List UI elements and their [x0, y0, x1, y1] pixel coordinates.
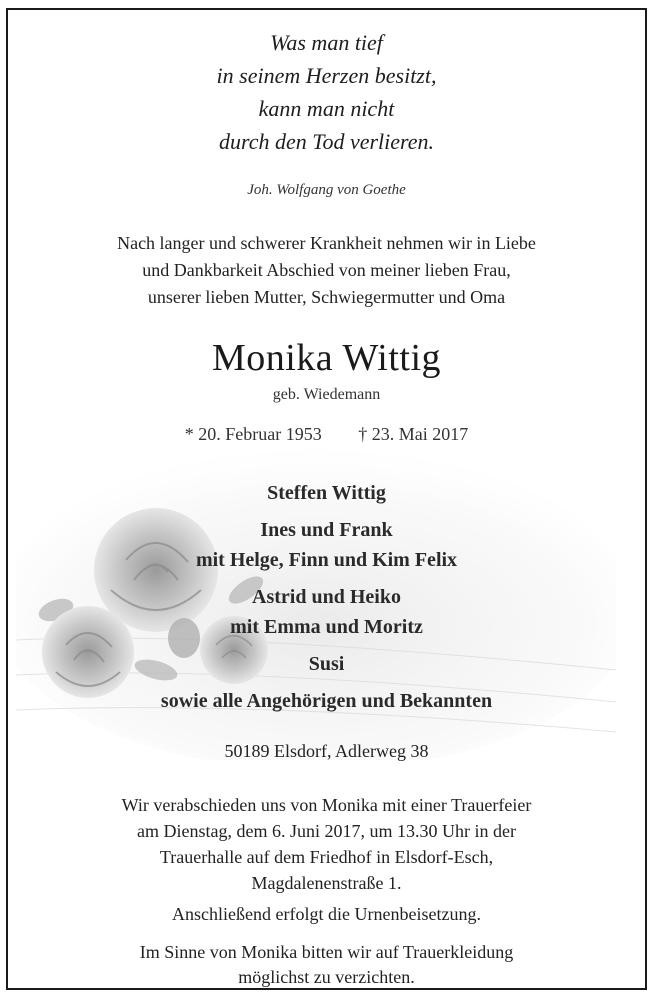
service-line: Trauerhalle auf dem Friedhof in Elsdorf-Esch, — [159, 847, 494, 867]
death-date: † 23. Mai 2017 — [358, 424, 469, 444]
service-line: am Dienstag, dem 6. Juni 2017, um 13.30 Uhr in der — [137, 821, 516, 841]
birth-date: * 20. Februar 1953 — [184, 424, 322, 444]
intro-line: und Dankbarkeit Abschied von meiner lieben Frau, — [142, 260, 511, 280]
intro-line: unserer lieben Mutter, Schwiegermutter und Oma — [147, 287, 506, 307]
urn-burial-note: Anschließend erfolgt die Urnenbeisetzung. — [172, 904, 481, 924]
mourner-line: Steffen Wittig — [267, 482, 386, 504]
mourner-line: Astrid und Heiko — [252, 586, 401, 608]
mourner-line: mit Helge, Finn und Kim Felix — [195, 549, 458, 571]
family-address: 50189 Elsdorf, Adlerweg 38 — [224, 741, 429, 761]
funeral-service-info — [8, 792, 645, 896]
intro-line: Nach langer und schwerer Krankheit nehmen wir in Liebe — [117, 233, 536, 253]
quote-line: durch den Tod verlieren. — [218, 129, 435, 154]
quote-author: Joh. Wolfgang von Goethe — [247, 182, 406, 198]
quote-line: in seinem Herzen besitzt, — [216, 63, 437, 88]
quote-line: kann man nicht — [258, 96, 395, 121]
life-dates — [8, 424, 645, 445]
request-line: möglichst zu verzichten. — [238, 967, 415, 987]
quote-line: Was man tief — [270, 30, 383, 55]
mourner-line: mit Emma und Moritz — [230, 616, 423, 638]
goethe-quote — [8, 26, 645, 158]
mourner-line: Ines und Frank — [260, 519, 393, 541]
mourners-list — [8, 478, 645, 716]
mourner-line: Susi — [308, 653, 345, 675]
service-line: Magdalenenstraße 1. — [251, 873, 402, 893]
deceased-name: Monika Wittig — [211, 337, 442, 379]
mourner-line: sowie alle Angehörigen und Bekannten — [160, 690, 493, 712]
service-line: Wir verabschieden uns von Monika mit einer Trauerfeier — [121, 795, 532, 815]
request-line: Im Sinne von Monika bitten wir auf Trauerkleidung — [139, 942, 514, 962]
attire-request — [8, 940, 645, 990]
birth-name: geb. Wiedemann — [272, 386, 381, 403]
intro-text — [8, 230, 645, 311]
obituary-frame — [6, 8, 647, 990]
